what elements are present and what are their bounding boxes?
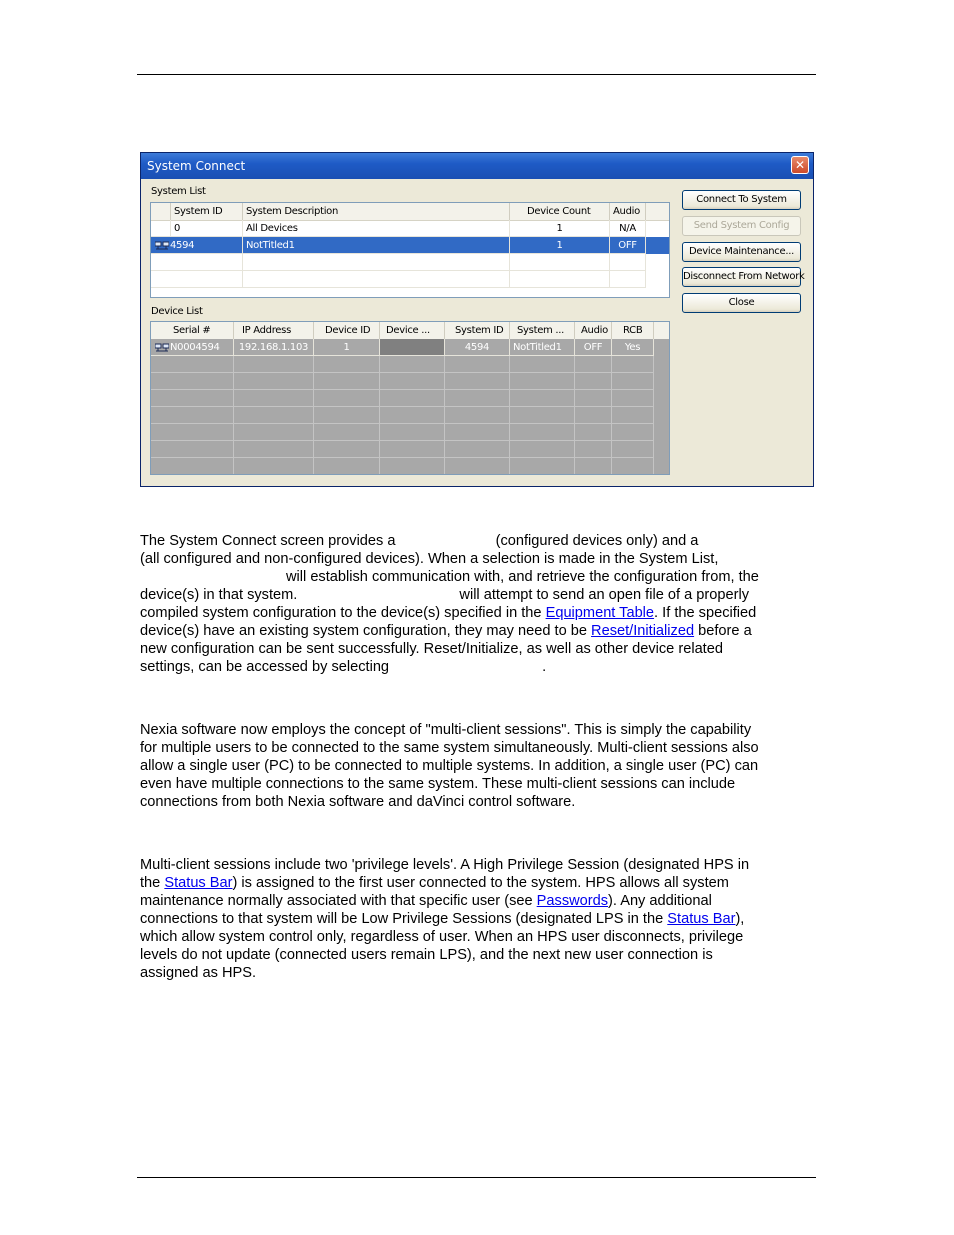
table-row-empty — [151, 407, 669, 424]
col-serial[interactable]: Serial # — [151, 322, 234, 339]
table-row-selected[interactable] — [151, 237, 669, 254]
cell-system-id: 4594 — [170, 240, 195, 251]
table-row[interactable] — [151, 220, 669, 237]
send-system-config-button[interactable]: Send System Config — [682, 216, 801, 236]
cell-device-count: 1 — [510, 237, 610, 254]
close-button[interactable]: Close — [682, 293, 801, 313]
table-row-empty — [151, 424, 669, 441]
system-list-header — [151, 203, 669, 221]
row-indicator-header — [151, 203, 171, 220]
cell-system-description: All Devices — [243, 220, 510, 237]
col-ip-address[interactable]: IP Address — [234, 322, 314, 339]
system-list-grid[interactable] — [150, 202, 670, 298]
cell-device-name — [380, 339, 445, 356]
network-icon — [155, 241, 169, 250]
cell-system-id: 4594 — [445, 339, 510, 356]
dialog-title: System Connect — [147, 159, 246, 173]
cell-system-id: 0 — [171, 220, 243, 237]
cell-device-count: 1 — [510, 220, 610, 237]
table-row-empty — [151, 390, 669, 407]
cell-device-id: 1 — [314, 339, 380, 356]
system-list-label: System List — [151, 186, 206, 197]
table-row-empty — [151, 356, 669, 373]
col-audio[interactable]: Audio — [575, 322, 612, 339]
close-icon[interactable]: ✕ — [791, 156, 809, 174]
dialog-titlebar[interactable] — [141, 153, 813, 179]
device-list-label: Device List — [151, 306, 203, 317]
system-connect-dialog — [140, 152, 814, 487]
col-system-id[interactable]: System ID — [171, 203, 243, 220]
equipment-table-link[interactable]: Equipment Table — [545, 605, 655, 621]
col-audio[interactable]: Audio — [610, 203, 646, 220]
cell-audio: OFF — [575, 339, 612, 356]
header-rule — [137, 74, 816, 75]
device-list-grid[interactable] — [150, 321, 670, 475]
cell-system-description: NotTitled1 — [243, 237, 510, 254]
status-bar-link-2[interactable]: Status Bar — [667, 911, 736, 927]
table-row-selected[interactable] — [151, 339, 669, 356]
status-bar-link[interactable]: Status Bar — [164, 875, 233, 891]
connect-to-system-button[interactable]: Connect To System — [682, 190, 801, 210]
col-rcb[interactable]: RCB — [612, 322, 654, 339]
device-list-header — [151, 322, 669, 340]
table-row-empty — [151, 441, 669, 458]
cell-rcb: Yes — [612, 339, 654, 356]
table-row-empty — [151, 254, 669, 271]
col-system-description[interactable]: System Description — [243, 203, 510, 220]
col-system-name[interactable]: System ... — [510, 322, 575, 339]
paragraph-multi-client-sessions: Nexia software now employs the concept of "multi-client sessions". This is simply the capability for multiple users to be connected to the same system simultaneously. Multi-client sessions also allow a single user (PC) to be connected to multiple systems. In addition, a single user (PC) can even have multiple connections to the same system. These multi-client sessions can include connections from both Nexia software and daVinci control software. — [140, 722, 759, 810]
cell-system-name: NotTitled1 — [510, 339, 575, 356]
table-row-empty — [151, 373, 669, 390]
passwords-link[interactable]: Passwords — [536, 893, 609, 909]
paragraph-privilege-levels: Multi-client sessions include two 'privilege levels'. A High Privilege Session (designated HPS in the Status Bar) is assigned to the first user connected to the system. HPS allows all system maintenance normally associated with that specific user (see Passwords). Any additional connections to that system will be Low Privilege Sessions (designated LPS in the Status Bar), which allow system control only, regardless of user. When an HPS user disconnects, privilege levels do not update (connected users remain LPS), and the next new user connection is assigned as HPS. — [140, 857, 750, 981]
table-row-empty — [151, 458, 669, 475]
paragraph-system-connect: The System Connect screen provides a (configured devices only) and a (all configured and non-configured devices). When a selection is made in the System List, will establish communication with, and retrieve the configuration from, the device(s) in that system. will attempt to send an open file of a properly compiled system configuration to the device(s) specified in the Equipment Table. If the specified device(s) have an existing system configuration, they may need to be Reset/Initialized before a new configuration can be sent successfully. Reset/Initialize, as well as other device related settings, can be accessed by selecting . — [140, 533, 759, 675]
table-row-empty — [151, 271, 669, 288]
col-device-id[interactable]: Device ID — [314, 322, 380, 339]
cell-audio: OFF — [610, 237, 646, 254]
device-maintenance-button[interactable]: Device Maintenance... — [682, 242, 801, 262]
col-system-id[interactable]: System ID — [445, 322, 510, 339]
reset-initialized-link[interactable]: Reset/Initialized — [591, 623, 695, 639]
col-device-count[interactable]: Device Count — [510, 203, 610, 220]
disconnect-from-network-button[interactable]: Disconnect From Network — [682, 267, 801, 287]
cell-ip-address: 192.168.1.103 — [234, 339, 314, 356]
network-icon — [155, 343, 169, 352]
col-device-name[interactable]: Device ... — [380, 322, 445, 339]
footer-rule — [137, 1177, 816, 1178]
cell-serial: N0004594 — [170, 342, 220, 353]
cell-audio: N/A — [610, 220, 646, 237]
